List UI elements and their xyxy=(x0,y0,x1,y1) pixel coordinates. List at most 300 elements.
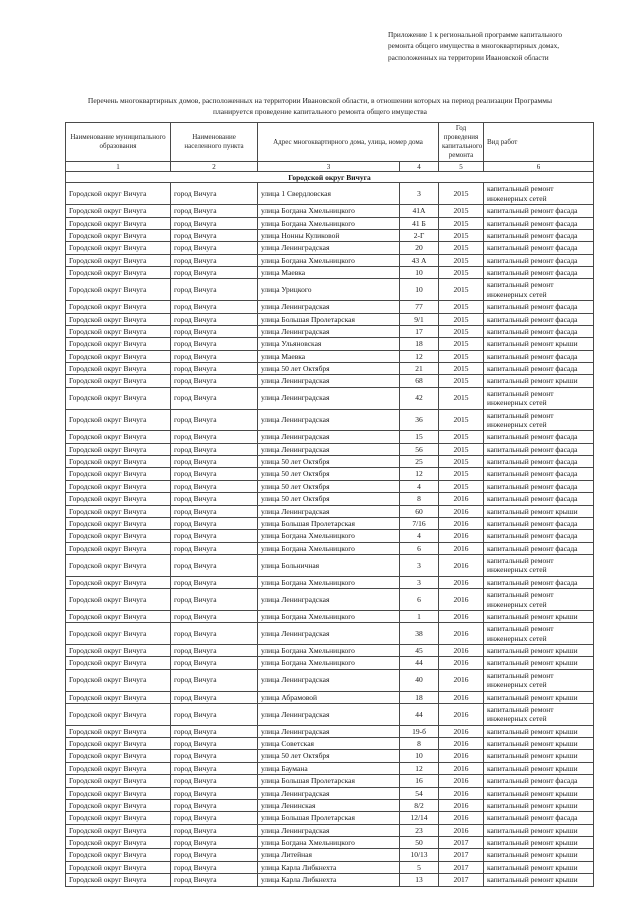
cell-municipality: Городской округ Вичуга xyxy=(66,183,171,205)
cell-year: 2015 xyxy=(439,456,484,468)
cell-municipality: Городской округ Вичуга xyxy=(66,799,171,811)
table-row xyxy=(66,493,594,505)
cell-municipality: Городской округ Вичуга xyxy=(66,480,171,492)
column-number: 6 xyxy=(484,162,594,172)
cell-work-type: капитальный ремонт фасада xyxy=(484,363,594,375)
table-row xyxy=(66,812,594,824)
cell-house-number: 4 xyxy=(400,530,439,542)
cell-settlement: город Вичуга xyxy=(171,493,258,505)
cell-settlement: город Вичуга xyxy=(171,480,258,492)
cell-year: 2015 xyxy=(439,375,484,387)
cell-street: улица Ульяновская xyxy=(258,338,400,350)
cell-street: улица Урицкого xyxy=(258,279,400,301)
table-row xyxy=(66,657,594,669)
cell-settlement: город Вичуга xyxy=(171,589,258,611)
cell-municipality: Городской округ Вичуга xyxy=(66,691,171,703)
cell-settlement: город Вичуга xyxy=(171,242,258,254)
cell-house-number: 68 xyxy=(400,375,439,387)
cell-house-number: 4 xyxy=(400,480,439,492)
cell-street: улица 50 лет Октября xyxy=(258,493,400,505)
cell-year: 2016 xyxy=(439,824,484,836)
table-row xyxy=(66,338,594,350)
cell-settlement: город Вичуга xyxy=(171,468,258,480)
cell-work-type: капитальный ремонт фасада xyxy=(484,242,594,254)
cell-work-type: капитальный ремонт крыши xyxy=(484,799,594,811)
cell-settlement: город Вичуга xyxy=(171,645,258,657)
cell-municipality: Городской округ Вичуга xyxy=(66,205,171,217)
table-row xyxy=(66,217,594,229)
cell-settlement: город Вичуга xyxy=(171,505,258,517)
column-number: 1 xyxy=(66,162,171,172)
cell-year: 2015 xyxy=(439,338,484,350)
cell-municipality: Городской округ Вичуга xyxy=(66,338,171,350)
cell-year: 2015 xyxy=(439,229,484,241)
cell-house-number: 20 xyxy=(400,242,439,254)
cell-settlement: город Вичуга xyxy=(171,691,258,703)
cell-street: улица 50 лет Октября xyxy=(258,480,400,492)
cell-year: 2016 xyxy=(439,542,484,554)
cell-house-number: 12 xyxy=(400,762,439,774)
cell-house-number: 8 xyxy=(400,738,439,750)
cell-year: 2017 xyxy=(439,837,484,849)
table-row xyxy=(66,517,594,529)
table-row xyxy=(66,443,594,455)
cell-street: улица Богдана Хмельницкого xyxy=(258,542,400,554)
cell-street: улица Ленинградская xyxy=(258,703,400,725)
cell-year: 2016 xyxy=(439,812,484,824)
cell-street: улица Карла Либкнехта xyxy=(258,861,400,873)
cell-settlement: город Вичуга xyxy=(171,409,258,431)
table-row xyxy=(66,750,594,762)
table-body xyxy=(66,183,594,886)
cell-municipality: Городской округ Вичуга xyxy=(66,313,171,325)
cell-house-number: 3 xyxy=(400,183,439,205)
cell-settlement: город Вичуга xyxy=(171,254,258,266)
cell-street: улица Ленинградская xyxy=(258,824,400,836)
cell-work-type: капитальный ремонт фасада xyxy=(484,456,594,468)
cell-street: улица Ленинградская xyxy=(258,387,400,409)
cell-settlement: город Вичуга xyxy=(171,387,258,409)
cell-municipality: Городской округ Вичуга xyxy=(66,812,171,824)
cell-street: улица Богдана Хмельницкого xyxy=(258,530,400,542)
cell-street: улица Ленинградская xyxy=(258,242,400,254)
cell-municipality: Городской округ Вичуга xyxy=(66,849,171,861)
cell-settlement: город Вичуга xyxy=(171,530,258,542)
cell-work-type: капитальный ремонт крыши xyxy=(484,787,594,799)
cell-work-type: капитальный ремонт фасада xyxy=(484,530,594,542)
cell-municipality: Городской округ Вичуга xyxy=(66,861,171,873)
cell-settlement: город Вичуга xyxy=(171,623,258,645)
table-row xyxy=(66,313,594,325)
cell-year: 2016 xyxy=(439,555,484,577)
cell-street: улица Литейная xyxy=(258,849,400,861)
cell-work-type: капитальный ремонт крыши xyxy=(484,837,594,849)
cell-settlement: город Вичуга xyxy=(171,217,258,229)
cell-street: улица Большая Пролетарская xyxy=(258,775,400,787)
cell-year: 2015 xyxy=(439,363,484,375)
cell-house-number: 18 xyxy=(400,691,439,703)
repair-program-table xyxy=(65,122,594,887)
table-row xyxy=(66,267,594,279)
cell-year: 2015 xyxy=(439,350,484,362)
cell-year: 2016 xyxy=(439,576,484,588)
cell-work-type: капитальный ремонт фасада xyxy=(484,431,594,443)
cell-street: улица Богдана Хмельницкого xyxy=(258,610,400,622)
cell-street: улица Нонны Куликовой xyxy=(258,229,400,241)
cell-house-number: 41 Б xyxy=(400,217,439,229)
appendix-note-line: расположенных на территории Ивановской области xyxy=(388,52,549,62)
cell-municipality: Городской округ Вичуга xyxy=(66,762,171,774)
cell-house-number: 50 xyxy=(400,837,439,849)
cell-work-type: капитальный ремонт фасада xyxy=(484,517,594,529)
cell-year: 2016 xyxy=(439,669,484,691)
cell-work-type: капитальный ремонт крыши xyxy=(484,375,594,387)
appendix-note-line: ремонта общего имущества в многоквартирных домах, xyxy=(388,41,560,51)
cell-year: 2016 xyxy=(439,703,484,725)
cell-work-type: капитальный ремонт крыши xyxy=(484,338,594,350)
cell-work-type: капитальный ремонт инженерных сетей xyxy=(484,669,594,691)
cell-street: улица Ленинградская xyxy=(258,443,400,455)
cell-street: улица Карла Либкнехта xyxy=(258,874,400,886)
cell-work-type: капитальный ремонт инженерных сетей xyxy=(484,703,594,725)
table-row xyxy=(66,387,594,409)
cell-street: улица Ленинградская xyxy=(258,787,400,799)
cell-work-type: капитальный ремонт фасада xyxy=(484,542,594,554)
cell-street: улица Советская xyxy=(258,738,400,750)
cell-year: 2016 xyxy=(439,623,484,645)
cell-street: улица 50 лет Октября xyxy=(258,456,400,468)
header-year: Год проведения капитального ремонта xyxy=(439,123,484,162)
table-row xyxy=(66,762,594,774)
table-row xyxy=(66,183,594,205)
cell-municipality: Городской округ Вичуга xyxy=(66,610,171,622)
cell-settlement: город Вичуга xyxy=(171,205,258,217)
appendix-note-line: Приложение 1 к региональной программе капитального xyxy=(388,30,563,39)
cell-year: 2015 xyxy=(439,279,484,301)
cell-house-number: 40 xyxy=(400,669,439,691)
cell-street: улица Большая Пролетарская xyxy=(258,313,400,325)
cell-year: 2015 xyxy=(439,443,484,455)
cell-street: улица Ленинградская xyxy=(258,301,400,313)
table-row xyxy=(66,242,594,254)
cell-work-type: капитальный ремонт фасада xyxy=(484,443,594,455)
cell-street: улица Большая Пролетарская xyxy=(258,812,400,824)
cell-work-type: капитальный ремонт инженерных сетей xyxy=(484,183,594,205)
cell-house-number: 8/2 xyxy=(400,799,439,811)
cell-municipality: Городской округ Вичуга xyxy=(66,254,171,266)
table-row xyxy=(66,480,594,492)
cell-municipality: Городской округ Вичуга xyxy=(66,824,171,836)
cell-house-number: 1 xyxy=(400,610,439,622)
cell-house-number: 8 xyxy=(400,493,439,505)
cell-settlement: город Вичуга xyxy=(171,750,258,762)
cell-work-type: капитальный ремонт крыши xyxy=(484,657,594,669)
cell-municipality: Городской округ Вичуга xyxy=(66,217,171,229)
cell-municipality: Городской округ Вичуга xyxy=(66,530,171,542)
cell-settlement: город Вичуга xyxy=(171,517,258,529)
cell-municipality: Городской округ Вичуга xyxy=(66,468,171,480)
cell-settlement: город Вичуга xyxy=(171,443,258,455)
cell-municipality: Городской округ Вичуга xyxy=(66,363,171,375)
cell-municipality: Городской округ Вичуга xyxy=(66,787,171,799)
cell-work-type: капитальный ремонт фасада xyxy=(484,229,594,241)
cell-street: улица Маевка xyxy=(258,267,400,279)
cell-settlement: город Вичуга xyxy=(171,861,258,873)
cell-settlement: город Вичуга xyxy=(171,799,258,811)
cell-work-type: капитальный ремонт крыши xyxy=(484,861,594,873)
cell-year: 2015 xyxy=(439,242,484,254)
cell-municipality: Городской округ Вичуга xyxy=(66,703,171,725)
cell-work-type: капитальный ремонт крыши xyxy=(484,738,594,750)
table-row xyxy=(66,787,594,799)
cell-street: улица Ленинградская xyxy=(258,505,400,517)
cell-work-type: капитальный ремонт крыши xyxy=(484,725,594,737)
table-row xyxy=(66,874,594,886)
cell-work-type: капитальный ремонт инженерных сетей xyxy=(484,279,594,301)
cell-year: 2015 xyxy=(439,468,484,480)
table-row xyxy=(66,645,594,657)
table-row xyxy=(66,530,594,542)
table-row xyxy=(66,775,594,787)
cell-street: улица Баумана xyxy=(258,762,400,774)
header-work-type: Вид работ xyxy=(484,123,594,162)
cell-settlement: город Вичуга xyxy=(171,824,258,836)
cell-settlement: город Вичуга xyxy=(171,669,258,691)
cell-street: улица Абрамовой xyxy=(258,691,400,703)
cell-municipality: Городской округ Вичуга xyxy=(66,443,171,455)
cell-street: улица Богдана Хмельницкого xyxy=(258,645,400,657)
cell-street: улица 50 лет Октября xyxy=(258,363,400,375)
document-title xyxy=(40,95,600,118)
cell-year: 2016 xyxy=(439,610,484,622)
table-row xyxy=(66,431,594,443)
cell-work-type: капитальный ремонт крыши xyxy=(484,505,594,517)
cell-street: улица Богдана Хмельницкого xyxy=(258,217,400,229)
table-row xyxy=(66,279,594,301)
cell-house-number: 44 xyxy=(400,703,439,725)
column-number: 4 xyxy=(400,162,439,172)
table-row xyxy=(66,363,594,375)
cell-settlement: город Вичуга xyxy=(171,229,258,241)
cell-settlement: город Вичуга xyxy=(171,338,258,350)
table-header xyxy=(66,123,594,183)
cell-house-number: 41А xyxy=(400,205,439,217)
cell-year: 2015 xyxy=(439,325,484,337)
cell-year: 2016 xyxy=(439,725,484,737)
table-row xyxy=(66,350,594,362)
cell-settlement: город Вичуга xyxy=(171,555,258,577)
table-row xyxy=(66,849,594,861)
table-row xyxy=(66,589,594,611)
cell-settlement: город Вичуга xyxy=(171,301,258,313)
cell-municipality: Городской округ Вичуга xyxy=(66,669,171,691)
cell-house-number: 10 xyxy=(400,279,439,301)
cell-house-number: 25 xyxy=(400,456,439,468)
cell-year: 2017 xyxy=(439,861,484,873)
cell-work-type: капитальный ремонт инженерных сетей xyxy=(484,409,594,431)
table-row xyxy=(66,691,594,703)
cell-work-type: капитальный ремонт фасада xyxy=(484,217,594,229)
table-row xyxy=(66,725,594,737)
cell-municipality: Городской округ Вичуга xyxy=(66,517,171,529)
table-row xyxy=(66,375,594,387)
cell-year: 2016 xyxy=(439,657,484,669)
cell-settlement: город Вичуга xyxy=(171,576,258,588)
cell-street: улица Ленинградская xyxy=(258,623,400,645)
cell-street: улица Ленинградская xyxy=(258,431,400,443)
cell-work-type: капитальный ремонт фасада xyxy=(484,301,594,313)
cell-house-number: 16 xyxy=(400,775,439,787)
cell-house-number: 2-Г xyxy=(400,229,439,241)
table-row xyxy=(66,824,594,836)
cell-house-number: 36 xyxy=(400,409,439,431)
cell-municipality: Городской округ Вичуга xyxy=(66,576,171,588)
cell-municipality: Городской округ Вичуга xyxy=(66,775,171,787)
cell-house-number: 17 xyxy=(400,325,439,337)
cell-house-number: 13 xyxy=(400,874,439,886)
cell-settlement: город Вичуга xyxy=(171,431,258,443)
cell-settlement: город Вичуга xyxy=(171,325,258,337)
cell-work-type: капитальный ремонт крыши xyxy=(484,849,594,861)
cell-house-number: 10 xyxy=(400,750,439,762)
table-row xyxy=(66,555,594,577)
cell-house-number: 5 xyxy=(400,861,439,873)
cell-year: 2015 xyxy=(439,217,484,229)
table-row xyxy=(66,505,594,517)
cell-work-type: капитальный ремонт крыши xyxy=(484,610,594,622)
cell-year: 2015 xyxy=(439,313,484,325)
cell-house-number: 54 xyxy=(400,787,439,799)
cell-municipality: Городской округ Вичуга xyxy=(66,837,171,849)
cell-year: 2016 xyxy=(439,493,484,505)
cell-work-type: капитальный ремонт крыши xyxy=(484,691,594,703)
cell-year: 2015 xyxy=(439,183,484,205)
cell-street: улица Богдана Хмельницкого xyxy=(258,576,400,588)
cell-house-number: 60 xyxy=(400,505,439,517)
cell-house-number: 3 xyxy=(400,555,439,577)
table-row xyxy=(66,468,594,480)
cell-year: 2015 xyxy=(439,267,484,279)
cell-year: 2016 xyxy=(439,750,484,762)
cell-street: улица Ленинградская xyxy=(258,375,400,387)
cell-work-type: капитальный ремонт фасада xyxy=(484,254,594,266)
cell-house-number: 56 xyxy=(400,443,439,455)
table-row xyxy=(66,409,594,431)
cell-municipality: Городской округ Вичуга xyxy=(66,657,171,669)
cell-house-number: 12 xyxy=(400,350,439,362)
cell-house-number: 43 А xyxy=(400,254,439,266)
cell-settlement: город Вичуга xyxy=(171,456,258,468)
cell-municipality: Городской округ Вичуга xyxy=(66,229,171,241)
cell-street: улица Ленинградская xyxy=(258,409,400,431)
cell-settlement: город Вичуга xyxy=(171,703,258,725)
cell-municipality: Городской округ Вичуга xyxy=(66,387,171,409)
cell-municipality: Городской округ Вичуга xyxy=(66,456,171,468)
cell-year: 2016 xyxy=(439,530,484,542)
table-row xyxy=(66,325,594,337)
cell-work-type: капитальный ремонт фасада xyxy=(484,775,594,787)
cell-settlement: город Вичуга xyxy=(171,313,258,325)
cell-street: улица Большая Пролетарская xyxy=(258,517,400,529)
table-row xyxy=(66,229,594,241)
cell-settlement: город Вичуга xyxy=(171,775,258,787)
table-row xyxy=(66,738,594,750)
cell-municipality: Городской округ Вичуга xyxy=(66,750,171,762)
table-row xyxy=(66,254,594,266)
cell-year: 2016 xyxy=(439,645,484,657)
cell-house-number: 23 xyxy=(400,824,439,836)
table-row xyxy=(66,861,594,873)
cell-municipality: Городской округ Вичуга xyxy=(66,350,171,362)
cell-year: 2016 xyxy=(439,775,484,787)
cell-settlement: город Вичуга xyxy=(171,610,258,622)
cell-street: улица 50 лет Октября xyxy=(258,468,400,480)
cell-year: 2015 xyxy=(439,480,484,492)
cell-municipality: Городской округ Вичуга xyxy=(66,555,171,577)
header-address: Адрес многоквартирного дома, улица, номер дома xyxy=(258,123,439,162)
cell-municipality: Городской округ Вичуга xyxy=(66,409,171,431)
cell-municipality: Городской округ Вичуга xyxy=(66,623,171,645)
cell-municipality: Городской округ Вичуга xyxy=(66,431,171,443)
cell-municipality: Городской округ Вичуга xyxy=(66,375,171,387)
cell-settlement: город Вичуга xyxy=(171,787,258,799)
cell-settlement: город Вичуга xyxy=(171,350,258,362)
table-row xyxy=(66,576,594,588)
cell-settlement: город Вичуга xyxy=(171,849,258,861)
cell-settlement: город Вичуга xyxy=(171,812,258,824)
header-settlement: Наименование населенного пункта xyxy=(171,123,258,162)
cell-year: 2015 xyxy=(439,254,484,266)
cell-municipality: Городской округ Вичуга xyxy=(66,738,171,750)
column-number: 2 xyxy=(171,162,258,172)
cell-year: 2016 xyxy=(439,691,484,703)
cell-house-number: 77 xyxy=(400,301,439,313)
table-row xyxy=(66,837,594,849)
cell-municipality: Городской округ Вичуга xyxy=(66,645,171,657)
cell-street: улица Маевка xyxy=(258,350,400,362)
cell-work-type: капитальный ремонт фасада xyxy=(484,480,594,492)
cell-year: 2015 xyxy=(439,205,484,217)
cell-year: 2017 xyxy=(439,849,484,861)
table-row xyxy=(66,703,594,725)
table-row xyxy=(66,669,594,691)
cell-street: улица Ленинская xyxy=(258,799,400,811)
cell-work-type: капитальный ремонт фасада xyxy=(484,313,594,325)
cell-house-number: 12 xyxy=(400,468,439,480)
cell-year: 2015 xyxy=(439,431,484,443)
cell-house-number: 12/14 xyxy=(400,812,439,824)
cell-house-number: 38 xyxy=(400,623,439,645)
cell-year: 2017 xyxy=(439,874,484,886)
cell-municipality: Городской округ Вичуга xyxy=(66,493,171,505)
cell-work-type: капитальный ремонт фасада xyxy=(484,325,594,337)
cell-work-type: капитальный ремонт инженерных сетей xyxy=(484,387,594,409)
cell-house-number: 21 xyxy=(400,363,439,375)
cell-house-number: 6 xyxy=(400,542,439,554)
cell-street: улица Ленинградская xyxy=(258,669,400,691)
column-number: 5 xyxy=(439,162,484,172)
cell-municipality: Городской округ Вичуга xyxy=(66,589,171,611)
cell-house-number: 19-б xyxy=(400,725,439,737)
cell-settlement: город Вичуга xyxy=(171,375,258,387)
cell-municipality: Городской округ Вичуга xyxy=(66,325,171,337)
cell-settlement: город Вичуга xyxy=(171,657,258,669)
cell-settlement: город Вичуга xyxy=(171,837,258,849)
cell-street: улица Богдана Хмельницкого xyxy=(258,657,400,669)
cell-year: 2015 xyxy=(439,409,484,431)
cell-work-type: капитальный ремонт фасада xyxy=(484,468,594,480)
cell-house-number: 44 xyxy=(400,657,439,669)
